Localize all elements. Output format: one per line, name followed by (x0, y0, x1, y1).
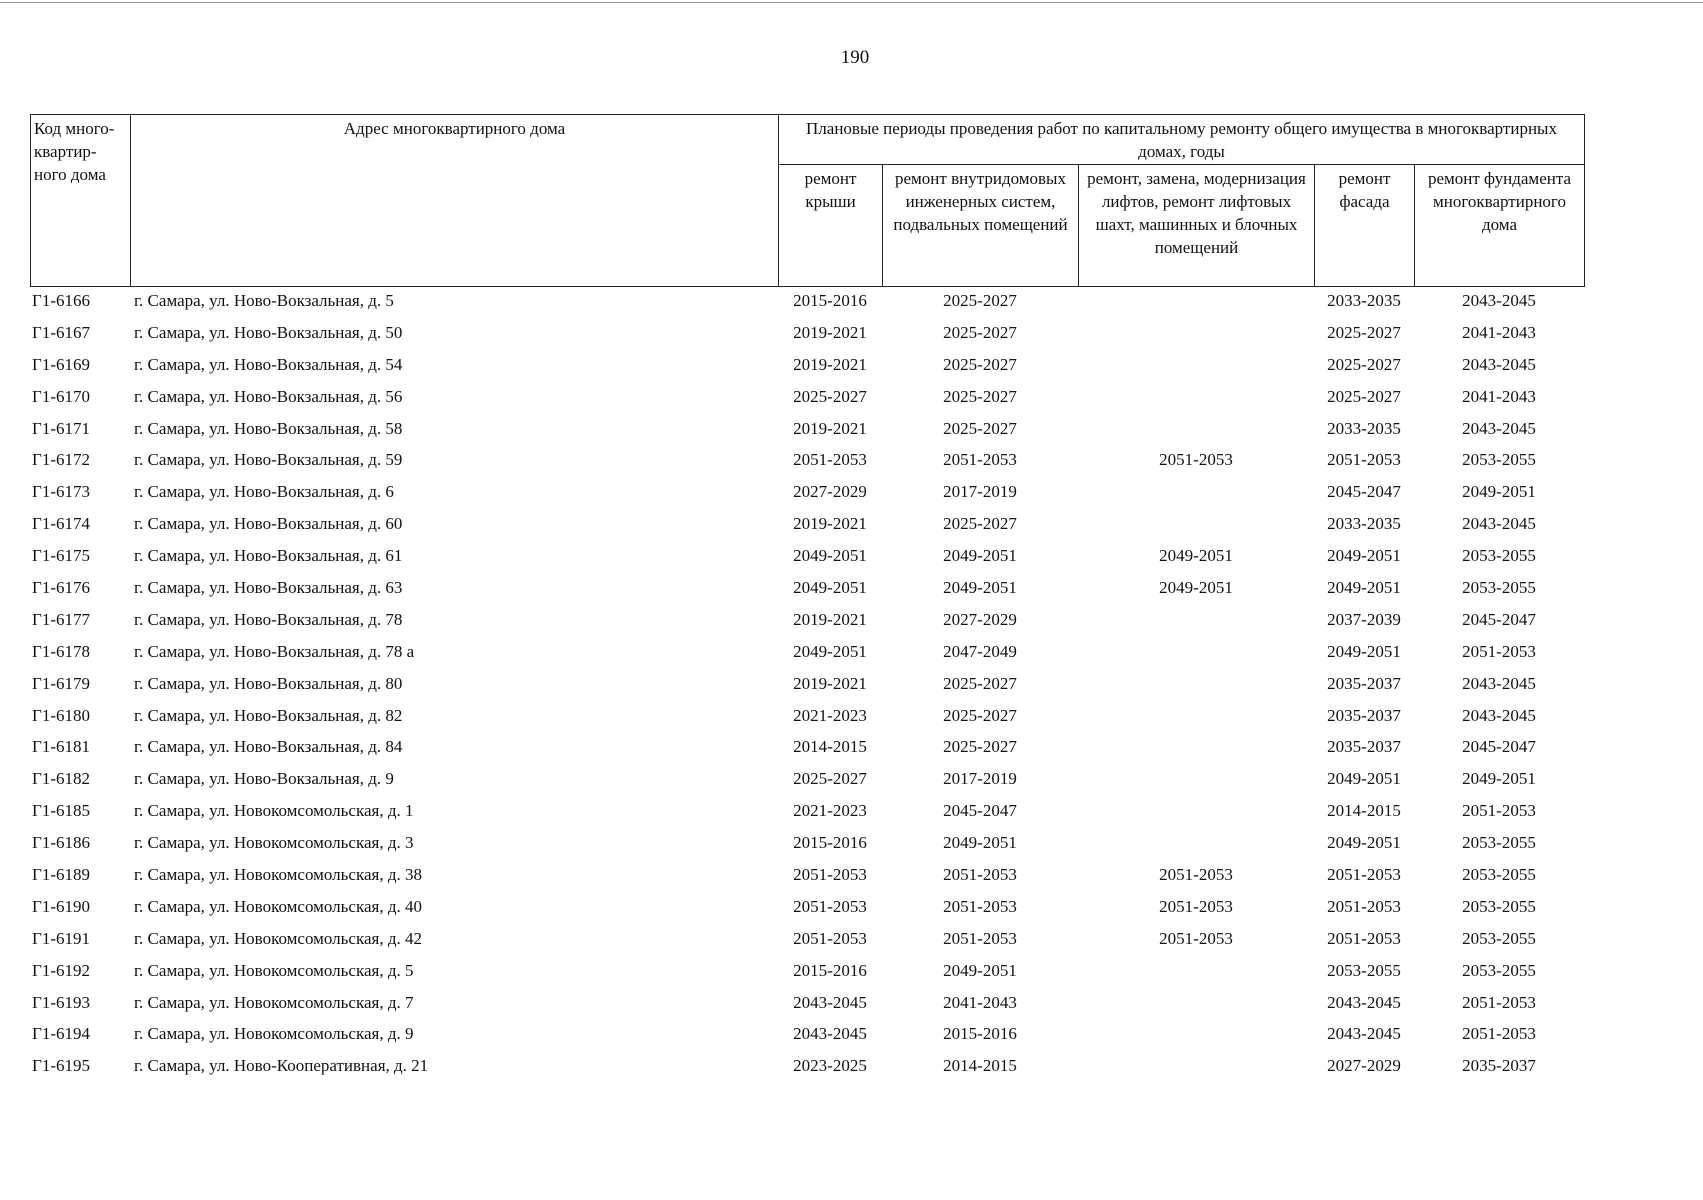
row-roof-period: 2051-2053 (793, 865, 867, 885)
row-engineering-period: 2025-2027 (943, 291, 1017, 310)
row-address: г. Самара, ул. Ново-Вокзальная, д. 78 (134, 609, 403, 629)
row-roof-period: 2021-2023 (793, 801, 867, 821)
row-engineering-period: 2025-2027 (943, 673, 1017, 693)
row-code: Г1-6170 (32, 386, 90, 406)
row-facade-period: 2053-2055 (1327, 960, 1401, 980)
row-roof-period: 2019-2021 (793, 673, 867, 693)
row-code: Г1-6189 (32, 865, 90, 885)
row-address: г. Самара, ул. Ново-Вокзальная, д. 50 (134, 322, 403, 342)
row-code: Г1-6182 (32, 769, 90, 789)
row-facade-period: 2035-2037 (1327, 705, 1401, 725)
row-roof-period: 2025-2027 (793, 386, 867, 406)
row-foundation-period: 2035-2037 (1462, 1056, 1536, 1076)
row-code: Г1-6191 (32, 928, 90, 948)
row-address: г. Самара, ул. Новокомсомольская, д. 1 (134, 801, 414, 821)
row-roof-period: 2014-2015 (793, 737, 867, 757)
row-code: Г1-6185 (32, 801, 90, 821)
row-address: г. Самара, ул. Ново-Вокзальная, д. 84 (134, 737, 403, 757)
row-roof-period: 2025-2027 (793, 769, 867, 789)
row-code: Г1-6193 (32, 992, 90, 1012)
row-roof-period: 2019-2021 (793, 514, 867, 534)
row-code: Г1-6171 (32, 418, 90, 438)
row-engineering-period: 2017-2019 (943, 769, 1017, 789)
row-code: Г1-6178 (32, 641, 90, 661)
row-engineering-period: 2015-2016 (943, 1024, 1017, 1044)
row-roof-period: 2049-2051 (793, 641, 867, 661)
repair-schedule-rows (30, 287, 1586, 1084)
row-engineering-period: 2051-2053 (943, 928, 1017, 948)
row-foundation-period: 2041-2043 (1462, 322, 1536, 342)
table-row (30, 829, 1586, 861)
row-code: Г1-6194 (32, 1024, 90, 1044)
row-foundation-period: 2053-2055 (1462, 896, 1536, 916)
table-row (30, 861, 1586, 893)
row-facade-period: 2045-2047 (1327, 482, 1401, 502)
row-address: г. Самара, ул. Новокомсомольская, д. 38 (134, 865, 422, 885)
table-row (30, 893, 1586, 925)
row-facade-period: 2049-2051 (1327, 641, 1401, 661)
row-engineering-period: 2025-2027 (943, 514, 1017, 534)
row-engineering-period: 2051-2053 (943, 865, 1017, 885)
repair-schedule-header (30, 114, 1585, 287)
row-roof-period: 2019-2021 (793, 418, 867, 438)
row-facade-period: 2027-2029 (1327, 1056, 1401, 1076)
row-engineering-period: 2051-2053 (943, 450, 1017, 470)
row-address: г. Самара, ул. Ново-Вокзальная, д. 9 (134, 769, 394, 789)
table-row (30, 510, 1586, 542)
row-foundation-period: 2051-2053 (1462, 992, 1536, 1012)
row-foundation-period: 2053-2055 (1462, 865, 1536, 885)
row-lifts-period: 2051-2053 (1159, 896, 1233, 916)
table-row (30, 542, 1586, 574)
row-roof-period: 2043-2045 (793, 1024, 867, 1044)
row-foundation-period: 2043-2045 (1462, 354, 1536, 374)
header-periods: Плановые периоды проведения работ по капитальному ремонту общего имущества в многоквартирных домах, годы (779, 115, 1585, 165)
row-roof-period: 2015-2016 (793, 960, 867, 980)
row-roof-period: 2051-2053 (793, 450, 867, 470)
row-code: Г1-6179 (32, 673, 90, 693)
row-roof-period: 2023-2025 (793, 1056, 867, 1076)
row-code: Г1-6195 (32, 1056, 90, 1076)
page-top-rule (0, 2, 1703, 3)
table-row (30, 957, 1586, 989)
row-code: Г1-6180 (32, 705, 90, 725)
table-row (30, 702, 1586, 734)
header-code: Код много-квартир-ного дома (31, 115, 131, 287)
row-code: Г1-6192 (32, 960, 90, 980)
row-foundation-period: 2051-2053 (1462, 641, 1536, 661)
row-foundation-period: 2053-2055 (1462, 960, 1536, 980)
row-foundation-period: 2045-2047 (1462, 609, 1536, 629)
table-row (30, 287, 1586, 319)
row-roof-period: 2015-2016 (793, 291, 867, 310)
row-engineering-period: 2041-2043 (943, 992, 1017, 1012)
table-row (30, 765, 1586, 797)
row-roof-period: 2019-2021 (793, 609, 867, 629)
row-engineering-period: 2051-2053 (943, 896, 1017, 916)
row-facade-period: 2051-2053 (1327, 450, 1401, 470)
row-address: г. Самара, ул. Ново-Вокзальная, д. 58 (134, 418, 403, 438)
row-engineering-period: 2047-2049 (943, 641, 1017, 661)
row-engineering-period: 2025-2027 (943, 354, 1017, 374)
row-engineering-period: 2049-2051 (943, 960, 1017, 980)
row-address: г. Самара, ул. Новокомсомольская, д. 9 (134, 1024, 414, 1044)
table-row (30, 733, 1586, 765)
page-number: 190 (840, 47, 870, 68)
table-row (30, 383, 1586, 415)
table-row (30, 606, 1586, 638)
table-row (30, 574, 1586, 606)
row-foundation-period: 2043-2045 (1462, 514, 1536, 534)
row-code: Г1-6167 (32, 322, 90, 342)
row-foundation-period: 2051-2053 (1462, 1024, 1536, 1044)
row-roof-period: 2051-2053 (793, 928, 867, 948)
row-code: Г1-6181 (32, 737, 90, 757)
row-address: г. Самара, ул. Ново-Вокзальная, д. 6 (134, 482, 394, 502)
row-lifts-period: 2051-2053 (1159, 865, 1233, 885)
row-roof-period: 2043-2045 (793, 992, 867, 1012)
row-facade-period: 2043-2045 (1327, 992, 1401, 1012)
row-lifts-period: 2051-2053 (1159, 928, 1233, 948)
row-code: Г1-6176 (32, 578, 90, 598)
row-facade-period: 2033-2035 (1327, 418, 1401, 438)
row-address: г. Самара, ул. Новокомсомольская, д. 40 (134, 896, 422, 916)
header-lifts: ремонт, замена, модернизация лифтов, ремонт лифтовых шахт, машинных и блочных помещений (1079, 165, 1315, 287)
row-foundation-period: 2053-2055 (1462, 546, 1536, 566)
table-row (30, 351, 1586, 383)
row-facade-period: 2035-2037 (1327, 673, 1401, 693)
table-row (30, 415, 1586, 447)
table-row (30, 1052, 1586, 1084)
row-engineering-period: 2017-2019 (943, 482, 1017, 502)
table-row (30, 319, 1586, 351)
row-roof-period: 2019-2021 (793, 322, 867, 342)
header-roof: ремонт крыши (779, 165, 883, 287)
row-foundation-period: 2045-2047 (1462, 737, 1536, 757)
row-code: Г1-6169 (32, 354, 90, 374)
row-foundation-period: 2053-2055 (1462, 578, 1536, 598)
row-lifts-period: 2051-2053 (1159, 450, 1233, 470)
row-facade-period: 2025-2027 (1327, 322, 1401, 342)
row-code: Г1-6177 (32, 609, 90, 629)
row-address: г. Самара, ул. Ново-Вокзальная, д. 5 (134, 291, 394, 310)
row-lifts-period: 2049-2051 (1159, 578, 1233, 598)
row-facade-period: 2043-2045 (1327, 1024, 1401, 1044)
row-foundation-period: 2043-2045 (1462, 418, 1536, 438)
row-roof-period: 2019-2021 (793, 354, 867, 374)
row-foundation-period: 2049-2051 (1462, 769, 1536, 789)
row-engineering-period: 2025-2027 (943, 418, 1017, 438)
row-foundation-period: 2043-2045 (1462, 705, 1536, 725)
row-engineering-period: 2027-2029 (943, 609, 1017, 629)
row-roof-period: 2027-2029 (793, 482, 867, 502)
row-engineering-period: 2014-2015 (943, 1056, 1017, 1076)
table-row (30, 925, 1586, 957)
row-foundation-period: 2051-2053 (1462, 801, 1536, 821)
row-address: г. Самара, ул. Новокомсомольская, д. 3 (134, 833, 414, 853)
row-address: г. Самара, ул. Ново-Вокзальная, д. 59 (134, 450, 403, 470)
row-address: г. Самара, ул. Ново-Вокзальная, д. 61 (134, 546, 403, 566)
row-facade-period: 2033-2035 (1327, 514, 1401, 534)
table-row (30, 638, 1586, 670)
row-code: Г1-6190 (32, 896, 90, 916)
row-foundation-period: 2043-2045 (1462, 673, 1536, 693)
row-foundation-period: 2053-2055 (1462, 450, 1536, 470)
row-roof-period: 2015-2016 (793, 833, 867, 853)
row-foundation-period: 2053-2055 (1462, 928, 1536, 948)
header-facade: ремонт фасада (1315, 165, 1415, 287)
table-row (30, 446, 1586, 478)
row-engineering-period: 2049-2051 (943, 578, 1017, 598)
row-address: г. Самара, ул. Ново-Кооперативная, д. 21 (134, 1056, 429, 1076)
row-facade-period: 2035-2037 (1327, 737, 1401, 757)
row-address: г. Самара, ул. Новокомсомольская, д. 7 (134, 992, 414, 1012)
row-address: г. Самара, ул. Новокомсомольская, д. 5 (134, 960, 414, 980)
row-engineering-period: 2025-2027 (943, 386, 1017, 406)
row-engineering-period: 2049-2051 (943, 546, 1017, 566)
row-engineering-period: 2025-2027 (943, 737, 1017, 757)
row-facade-period: 2051-2053 (1327, 928, 1401, 948)
row-foundation-period: 2049-2051 (1462, 482, 1536, 502)
row-foundation-period: 2043-2045 (1462, 291, 1536, 310)
table-row (30, 989, 1586, 1021)
row-code: Г1-6174 (32, 514, 90, 534)
table-row (30, 670, 1586, 702)
row-facade-period: 2051-2053 (1327, 896, 1401, 916)
row-lifts-period: 2049-2051 (1159, 546, 1233, 566)
row-code: Г1-6173 (32, 482, 90, 502)
row-code: Г1-6186 (32, 833, 90, 853)
row-address: г. Самара, ул. Ново-Вокзальная, д. 78 а (134, 641, 415, 661)
row-roof-period: 2049-2051 (793, 578, 867, 598)
header-engineering: ремонт внутридомовых инженерных систем, подвальных помещений (883, 165, 1079, 287)
row-code: Г1-6172 (32, 450, 90, 470)
row-engineering-period: 2025-2027 (943, 705, 1017, 725)
row-facade-period: 2037-2039 (1327, 609, 1401, 629)
header-address: Адрес многоквартирного дома (131, 115, 779, 287)
row-facade-period: 2025-2027 (1327, 386, 1401, 406)
row-address: г. Самара, ул. Ново-Вокзальная, д. 60 (134, 514, 403, 534)
row-address: г. Самара, ул. Ново-Вокзальная, д. 54 (134, 354, 403, 374)
table-row (30, 1020, 1586, 1052)
row-foundation-period: 2053-2055 (1462, 833, 1536, 853)
row-foundation-period: 2041-2043 (1462, 386, 1536, 406)
table-row (30, 478, 1586, 510)
row-facade-period: 2033-2035 (1327, 291, 1401, 310)
row-address: г. Самара, ул. Новокомсомольская, д. 42 (134, 928, 422, 948)
row-engineering-period: 2049-2051 (943, 833, 1017, 853)
row-address: г. Самара, ул. Ново-Вокзальная, д. 63 (134, 578, 403, 598)
row-engineering-period: 2025-2027 (943, 322, 1017, 342)
row-facade-period: 2051-2053 (1327, 865, 1401, 885)
row-address: г. Самара, ул. Ново-Вокзальная, д. 80 (134, 673, 403, 693)
row-facade-period: 2025-2027 (1327, 354, 1401, 374)
row-roof-period: 2021-2023 (793, 705, 867, 725)
row-code: Г1-6175 (32, 546, 90, 566)
row-facade-period: 2049-2051 (1327, 578, 1401, 598)
row-facade-period: 2014-2015 (1327, 801, 1401, 821)
row-roof-period: 2051-2053 (793, 896, 867, 916)
row-code: Г1-6166 (32, 291, 90, 310)
header-foundation: ремонт фундамента многоквартирного дома (1415, 165, 1585, 287)
row-address: г. Самара, ул. Ново-Вокзальная, д. 82 (134, 705, 403, 725)
row-facade-period: 2049-2051 (1327, 833, 1401, 853)
row-facade-period: 2049-2051 (1327, 546, 1401, 566)
row-engineering-period: 2045-2047 (943, 801, 1017, 821)
row-roof-period: 2049-2051 (793, 546, 867, 566)
row-facade-period: 2049-2051 (1327, 769, 1401, 789)
table-row (30, 797, 1586, 829)
row-address: г. Самара, ул. Ново-Вокзальная, д. 56 (134, 386, 403, 406)
